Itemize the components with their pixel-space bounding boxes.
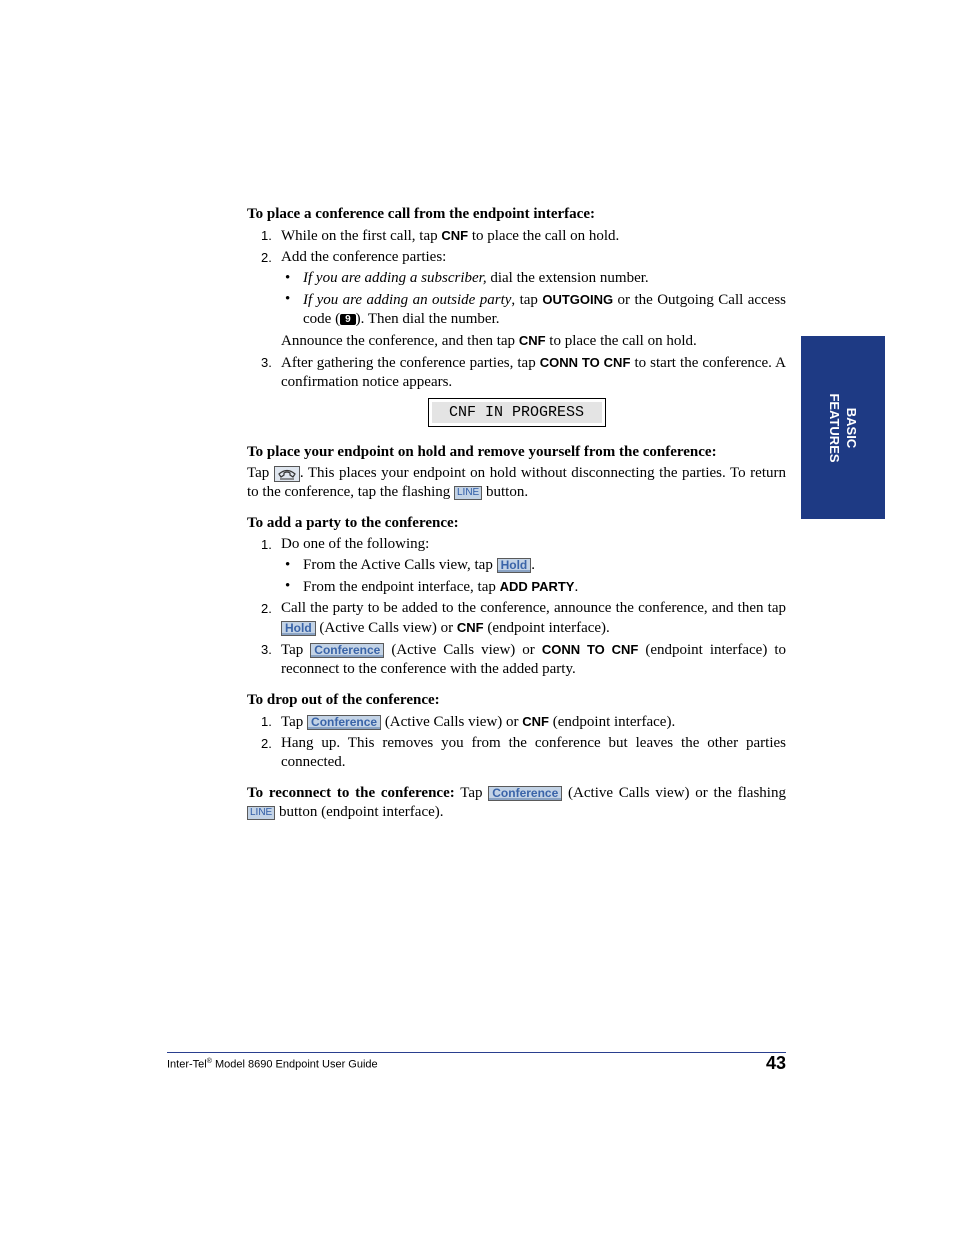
- add-party-bullet-endpoint: • From the endpoint interface, tap ADD PARTY.: [285, 578, 579, 595]
- drop-step-2: 2. Hang up. This removes you from the conference but leaves the other parties connected.: [261, 735, 786, 770]
- add-party-step-1: 1. Do one of the following:: [261, 536, 430, 552]
- hold-button[interactable]: Hold: [281, 621, 316, 636]
- conference-step-1: 1. While on the first call, tap CNF to place the call on hold.: [261, 228, 620, 244]
- hold-heading: To place your endpoint on hold and remove yourself from the conference:: [247, 444, 717, 460]
- conference-button[interactable]: Conference: [488, 786, 562, 801]
- add-party-step-2: 2. Call the party to be added to the conference, announce the conference, and then tap Hold (Active Calls view) or CNF (endpoint interface).: [261, 600, 786, 636]
- display-readout: CNF IN PROGRESS: [428, 398, 606, 427]
- page-number: 43: [765, 1053, 786, 1073]
- section-tab: [801, 336, 885, 519]
- tab-label-features: FEATURES: [827, 392, 842, 463]
- reconnect-paragraph: To reconnect to the conference: Tap Conference (Active Calls view) or the flashing LINE button (endpoint interface).: [247, 785, 786, 820]
- dial-9-key: 9: [340, 314, 356, 325]
- add-party-bullet-active-calls: • From the Active Calls view, tap Hold .: [285, 557, 536, 573]
- drop-heading: To drop out of the conference:: [247, 692, 440, 708]
- conference-bullet-subscriber: • If you are adding a subscriber, dial the extension number.: [285, 270, 649, 286]
- drop-step-1: 1. Tap Conference (Active Calls view) or CNF (endpoint interface).: [261, 714, 676, 730]
- hold-paragraph: Tap . This places your endpoint on hold without disconnecting the parties. To return to the conference, tap the flashing LINE button.: [247, 465, 786, 500]
- handset-hold-icon[interactable]: [274, 466, 300, 482]
- add-party-step-3: 3. Tap Conference (Active Calls view) or CONN TO CNF (endpoint interface) to reconnect to the conference with the added party.: [261, 642, 786, 677]
- tab-label-basic: BASIC: [844, 407, 859, 448]
- reconnect-heading: To reconnect to the conference:: [247, 785, 455, 801]
- conference-step-3: 3. After gathering the conference parties, tap CONN TO CNF to start the conference. A confirmation notice appears.: [261, 355, 786, 390]
- cnf-key: CNF: [441, 228, 469, 243]
- line-button[interactable]: LINE: [454, 486, 482, 500]
- conference-step-2: 2. Add the conference parties:: [261, 249, 447, 265]
- hold-button[interactable]: Hold: [497, 558, 532, 573]
- conference-bullet-outside: • If you are adding an outside party, tap OUTGOING or the Outgoing Call access code ( 9 ). Then dial the number.: [285, 291, 787, 327]
- add-party-key: ADD PARTY: [499, 579, 575, 594]
- footer-divider: [167, 1052, 786, 1053]
- footer-title: Inter-Tel® Model 8690 Endpoint User Guide: [167, 1058, 378, 1071]
- add-party-heading: To add a party to the conference:: [247, 515, 459, 531]
- conference-heading: To place a conference call from the endpoint interface:: [247, 206, 595, 222]
- outgoing-key: OUTGOING: [542, 292, 614, 307]
- page-content: [247, 205, 786, 822]
- line-button[interactable]: LINE: [247, 806, 275, 820]
- conference-button[interactable]: Conference: [310, 643, 384, 658]
- conference-button[interactable]: Conference: [307, 715, 381, 730]
- conference-announce: Announce the conference, and then tap CNF to place the call on hold.: [281, 333, 697, 349]
